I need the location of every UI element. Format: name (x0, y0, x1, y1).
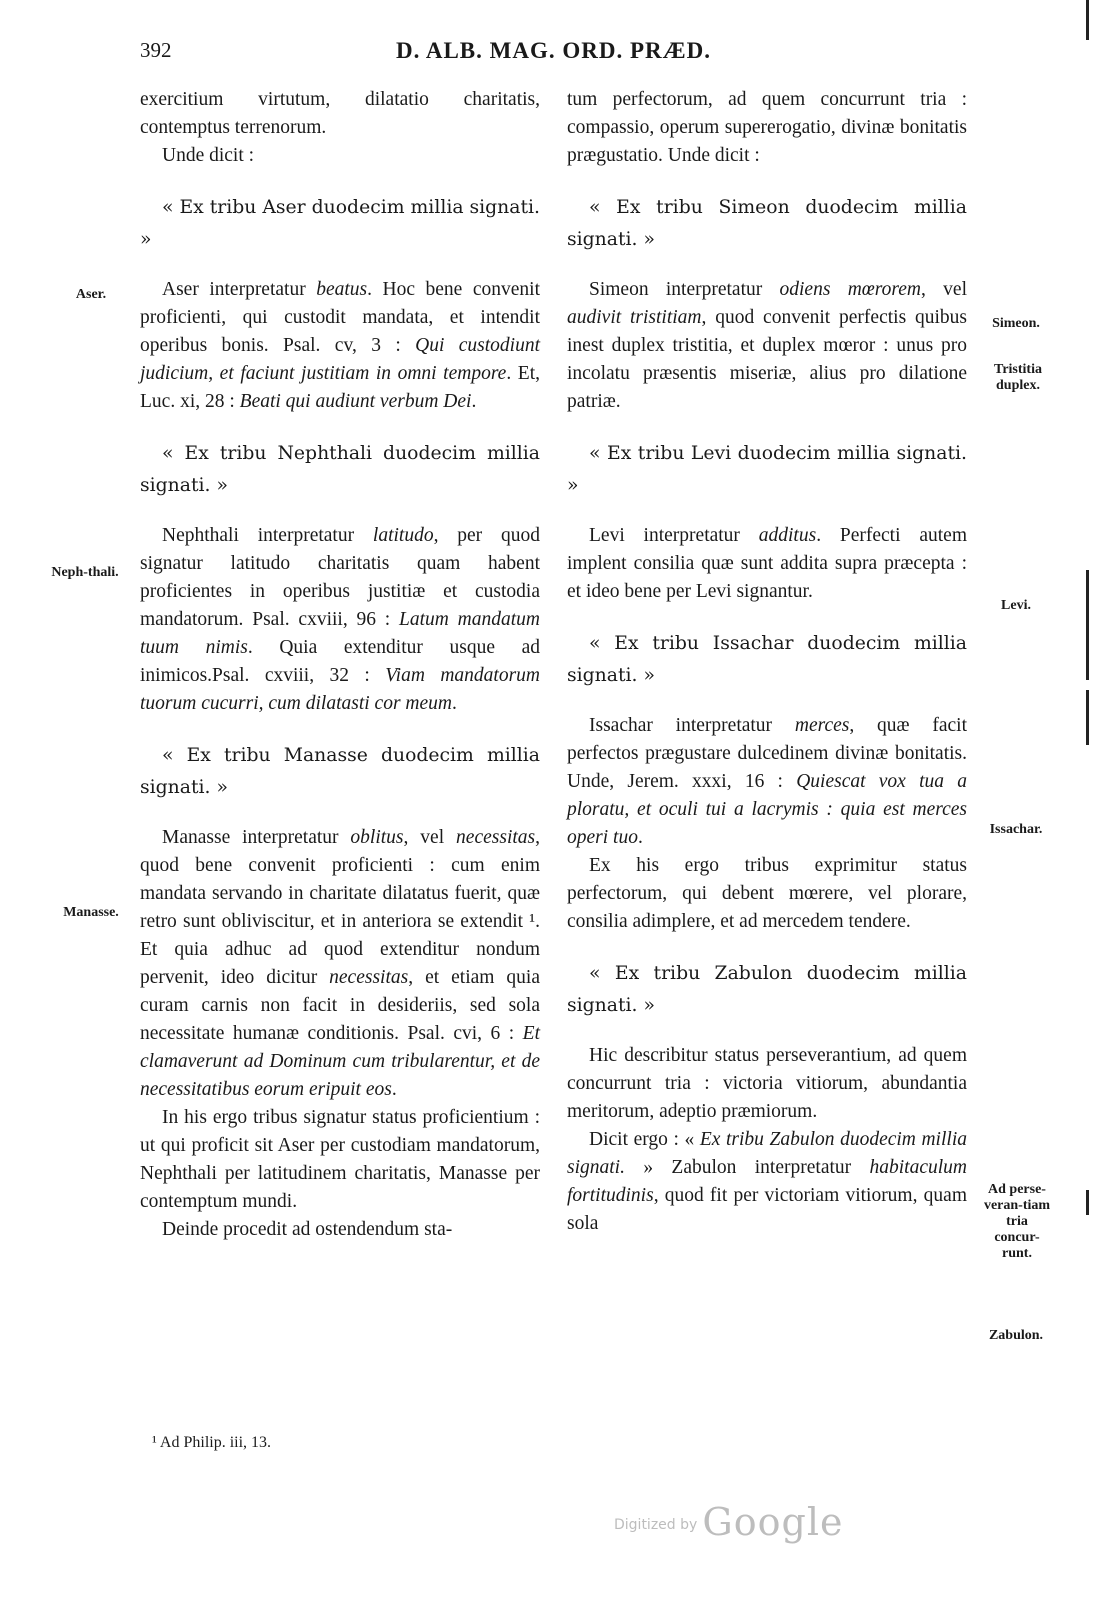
verse: « Ex tribu Levi duodecim millia signati. » (567, 443, 967, 496)
verse: « Ex tribu Manasse duodecim millia signati. » (140, 745, 540, 798)
page-edge-marks (1086, 0, 1090, 1600)
margin-note-manasse: Manasse. (63, 905, 119, 920)
paragraph-dicit: Dicit ergo : « Ex tribu Zabulon duodecim millia signati. » Zabulon interpretatur habitaculum fortitudinis, quod fit per victoriam vitiorum, quam sola (567, 1129, 967, 1234)
verse: « Ex tribu Zabulon duodecim millia signati. » (567, 963, 967, 1016)
margin-note-levi: Levi. (1001, 598, 1031, 613)
paragraph: Ex his ergo tribus exprimitur status perfectorum, qui debent mœrere, vel plorare, consilia adimplere, et ad mercedem tendere. (567, 855, 967, 932)
running-title: D. ALB. MAG. ORD. PRÆD. (396, 38, 711, 63)
paragraph-levi: Levi interpretatur additus. Perfecti autem implent consilia quæ sunt addita supra præcepta : et ideo bene per Levi signantur. (567, 525, 967, 602)
margin-note-simeon: Simeon. (992, 316, 1040, 331)
paragraph-manasse: Manasse interpretatur oblitus, vel necessitas, quod bene convenit proficienti : cum enim mandata servando in charitate dilatatus fuerit, quæ retro sunt obliviscitur, et in anteriora se extendit ¹. Et quia adhuc ad quod extenditur nondum pervenit, ideo dicitur necessitas, et etiam quia curam carnis non facit in desideriis, sed sola necessitate humanæ conditionis. Psal. cvi, 6 : Et clamaverunt ad Dominum cum tribularentur, et de necessitatibus eorum eripuit eos. (140, 827, 540, 1100)
paragraph: exercitium virtutum, dilatatio charitatis, contemptus terrenorum. (140, 89, 540, 138)
margin-note-issachar: Issachar. (989, 822, 1043, 837)
paragraph-issachar: Issachar interpretatur merces, quæ facit perfectos prægustare dulcedinem divinæ bonitatis. Unde, Jerem. xxxi, 16 : Quiescat vox tua a ploratu, et oculi tui a lacrymis : quia est merces operi tuo. (567, 715, 967, 848)
page-header (140, 38, 970, 74)
right-column (567, 86, 967, 1238)
paragraph: Hic describitur status perseverantium, ad quem concurrunt tria : victoria vitiorum, abundantia meritorum, adeptio præmiorum. (567, 1045, 967, 1122)
watermark-prefix: Digitized by (614, 1517, 698, 1533)
margin-note-tristitia: Tristitia duplex. (994, 362, 1042, 393)
verse: « Ex tribu Nephthali duodecim millia signati. » (140, 443, 540, 496)
verse: « Ex tribu Issachar duodecim millia signati. » (567, 633, 967, 686)
paragraph-nephthali: Nephthali interpretatur latitudo, per quod signatur latitudo charitatis quam habent proficientes in operibus justitiæ et custodia mandatorum. Psal. cxviii, 96 : Latum mandatum tuum nimis. Quia extenditur usque ad inimicos.Psal. cxviii, 32 : Viam mandatorum tuorum cucurri, cum dilatasti cor meum. (140, 525, 541, 714)
paragraph: In his ergo tribus signatur status proficientium : ut qui proficit sit Aser per custodiam mandatorum, Nephthali per latitudinem charitatis, Manasse per contemptum mundi. (140, 1107, 540, 1212)
verse: « Ex tribu Aser duodecim millia signati. » (140, 197, 540, 250)
margin-note-zabulon: Zabulon. (988, 1328, 1044, 1343)
page-number: 392 (140, 38, 172, 62)
paragraph-simeon: Simeon interpretatur odiens mœrorem, vel audivit tristitiam, quod convenit perfectis quibus inest duplex tristitia, et duplex mœror : unus pro incolatu præsentis miseriæ, alius pro dilatione patriæ. (567, 279, 967, 412)
paragraph: tum perfectorum, ad quem concurrunt tria : compassio, operum supererogatio, divinæ bonitatis prægustatio. Unde dicit : (567, 89, 967, 166)
paragraph-aser: Aser interpretatur beatus. Hoc bene convenit proficienti, qui custodit mandata, et intendit operibus bonis. Psal. cv, 3 : Qui custodiunt judicium, et faciunt justitiam in omni tempore. Et, Luc. xi, 28 : Beati qui audiunt verbum Dei. (140, 279, 540, 412)
margin-note-ad-perseverantiam: Ad perse-veran-tiam tria concur-runt. (983, 1182, 1051, 1261)
paragraph: Unde dicit : (162, 145, 255, 166)
left-column (140, 86, 540, 1244)
margin-note-aser: Aser. (75, 287, 107, 302)
margin-note-nephthali: Neph-thali. (51, 565, 119, 580)
footnote: ¹ Ad Philip. iii, 13. (152, 1434, 272, 1451)
paragraph: Deinde procedit ad ostendendum sta- (162, 1219, 453, 1240)
google-logo: Google (702, 1500, 844, 1544)
digitized-watermark (614, 1500, 843, 1544)
verse: « Ex tribu Simeon duodecim millia signati. » (567, 197, 967, 250)
